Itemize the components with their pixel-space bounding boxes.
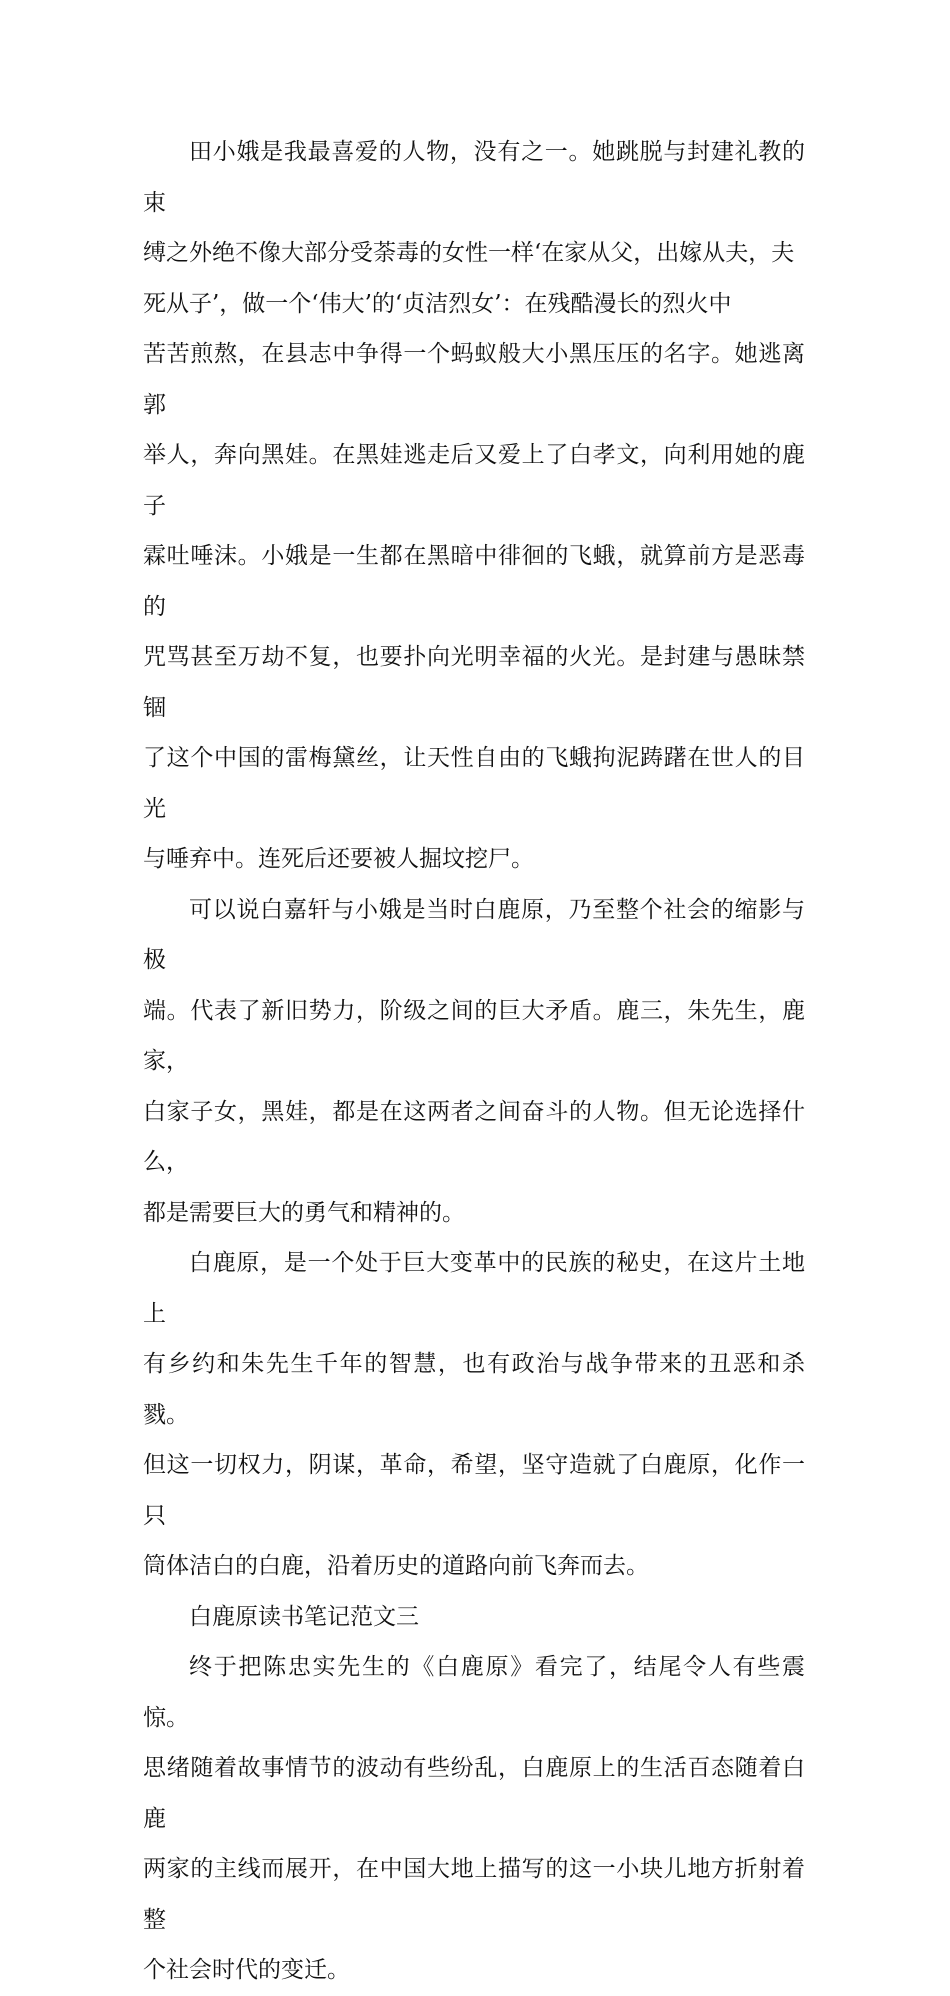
- paragraph-bai-jiaxuan: 可以说白嘉轩与小娥是当时白鹿原，乃至整个社会的缩影与极 端。代表了新旧势力，阶级之间的巨大矛盾。鹿三，朱先生，鹿家， 白家子女，黑娃，都是在这两者之间奋斗的人物。但无论选择什么， 都是需要巨大的勇气和精神的。: [143, 896, 805, 1226]
- paragraph-finished-reading: 终于把陈忠实先生的《白鹿原》看完了，结尾令人有些震惊。 思绪随着故事情节的波动有些纷乱，白鹿原上的生活百态随着白鹿 两家的主线而展开，在中国大地上描写的这一小块儿地方折射着整 个社会时代的变迁。: [143, 1654, 805, 1983]
- paragraph-tian-xiaoe: 田小娥是我最喜爱的人物，没有之一。她跳脱与封建礼教的束 缚之外绝不像大部分受荼毒的女性一样‘在家从父，出嫁从夫，夫 死从子’，做一个‘伟大’的‘贞洁烈女’：在残酷漫长的烈火中 苦苦煎熬，在县志中争得一个蚂蚁般大小黑压压的名字。她逃离郭 举人，奔向黑娃。在黑娃逃走后又爱上了白孝文，向利用她的鹿子 霖吐唾沫。小娥是一生都在黑暗中徘徊的飞蛾，就算前方是恶毒的 咒骂甚至万劫不复，也要扑向光明幸福的火光。是封建与愚昧禁锢 了这个中国的雷梅黛丝，让天性自由的飞蛾拘泥踌躇在世人的目光 与唾弃中。连死后还要被人掘坟挖尸。: [143, 139, 805, 872]
- paragraph-bailuyuan-history: 白鹿原，是一个处于巨大变革中的民族的秘史，在这片土地上 有乡约和朱先生千年的智慧，也有政治与战争带来的丑恶和杀戮。 但这一切权力，阴谋，革命，希望，坚守造就了白鹿原，化作一只 筒体洁白的白鹿，沿着历史的道路向前飞奔而去。: [143, 1250, 805, 1579]
- section-heading: 白鹿原读书笔记范文三: [189, 1603, 419, 1630]
- document-body: [143, 127, 805, 1996]
